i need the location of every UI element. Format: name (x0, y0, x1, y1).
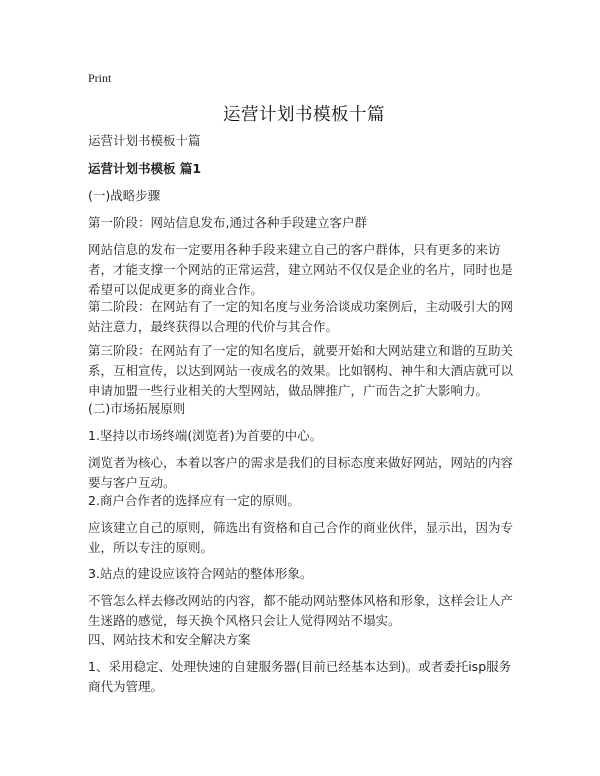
document-title: 运营计划书模板十篇 (223, 105, 385, 125)
section-heading: 运营计划书模板 篇1 (88, 161, 202, 176)
paragraph: 1、采用稳定、处理快速的自建服务器(目前已经基本达到)。或者委托isp服务商代为管理。 (88, 659, 512, 694)
paragraph: 不管怎么样去修改网站的内容，都不能动网站整体风格和形象，这样会让人产生迷路的感觉，每天换个风格只会让人觉得网站不塌实。 (88, 593, 514, 628)
paragraph: (一)战略步骤 (88, 188, 161, 203)
print-label: Print (88, 71, 112, 85)
paragraph: 第二阶段：在网站有了一定的知名度与业务洽谈成功案例后，主动吸引大的网站注意力，最终获得以合理的代价与其合作。 (88, 299, 514, 334)
paragraph: (二)市场拓展原则 (88, 401, 186, 416)
paragraph: 四、网站技术和安全解决方案 (88, 632, 251, 647)
paragraph: 第一阶段：网站信息发布,通过各种手段建立客户群 (88, 215, 367, 230)
paragraph: 浏览者为核心，本着以客户的需求是我们的目标态度来做好网站，网站的内容要与客户互动。 (88, 455, 514, 490)
document-subtitle: 运营计划书模板十篇 (88, 133, 201, 148)
paragraph: 3.站点的建设应该符合网站的整体形象。 (88, 566, 313, 581)
paragraph: 1.坚持以市场终端(浏览者)为首要的中心。 (88, 428, 323, 443)
paragraph: 网站信息的发布一定要用各种手段来建立自己的客户群体，只有更多的来访者，才能支撑一个网站的正常运营，建立网站不仅仅是企业的名片，同时也是希望可以促成更多的商业合作。 (88, 242, 514, 297)
paragraph: 第三阶段：在网站有了一定的知名度后，就要开始和大网站建立和谐的互助关系，互相宣传，以达到网站一夜成名的效果。比如钢构、神牛和大酒店就可以申请加盟一些行业相关的大型网站，做品牌推广，广而告之扩大影响力。 (88, 343, 514, 398)
paragraph: 2.商户合作者的选择应有一定的原则。 (88, 493, 300, 508)
paragraph: 应该建立自己的原则，筛选出有资格和自己合作的商业伙伴，显示出，因为专业，所以专注的原则。 (88, 520, 514, 555)
